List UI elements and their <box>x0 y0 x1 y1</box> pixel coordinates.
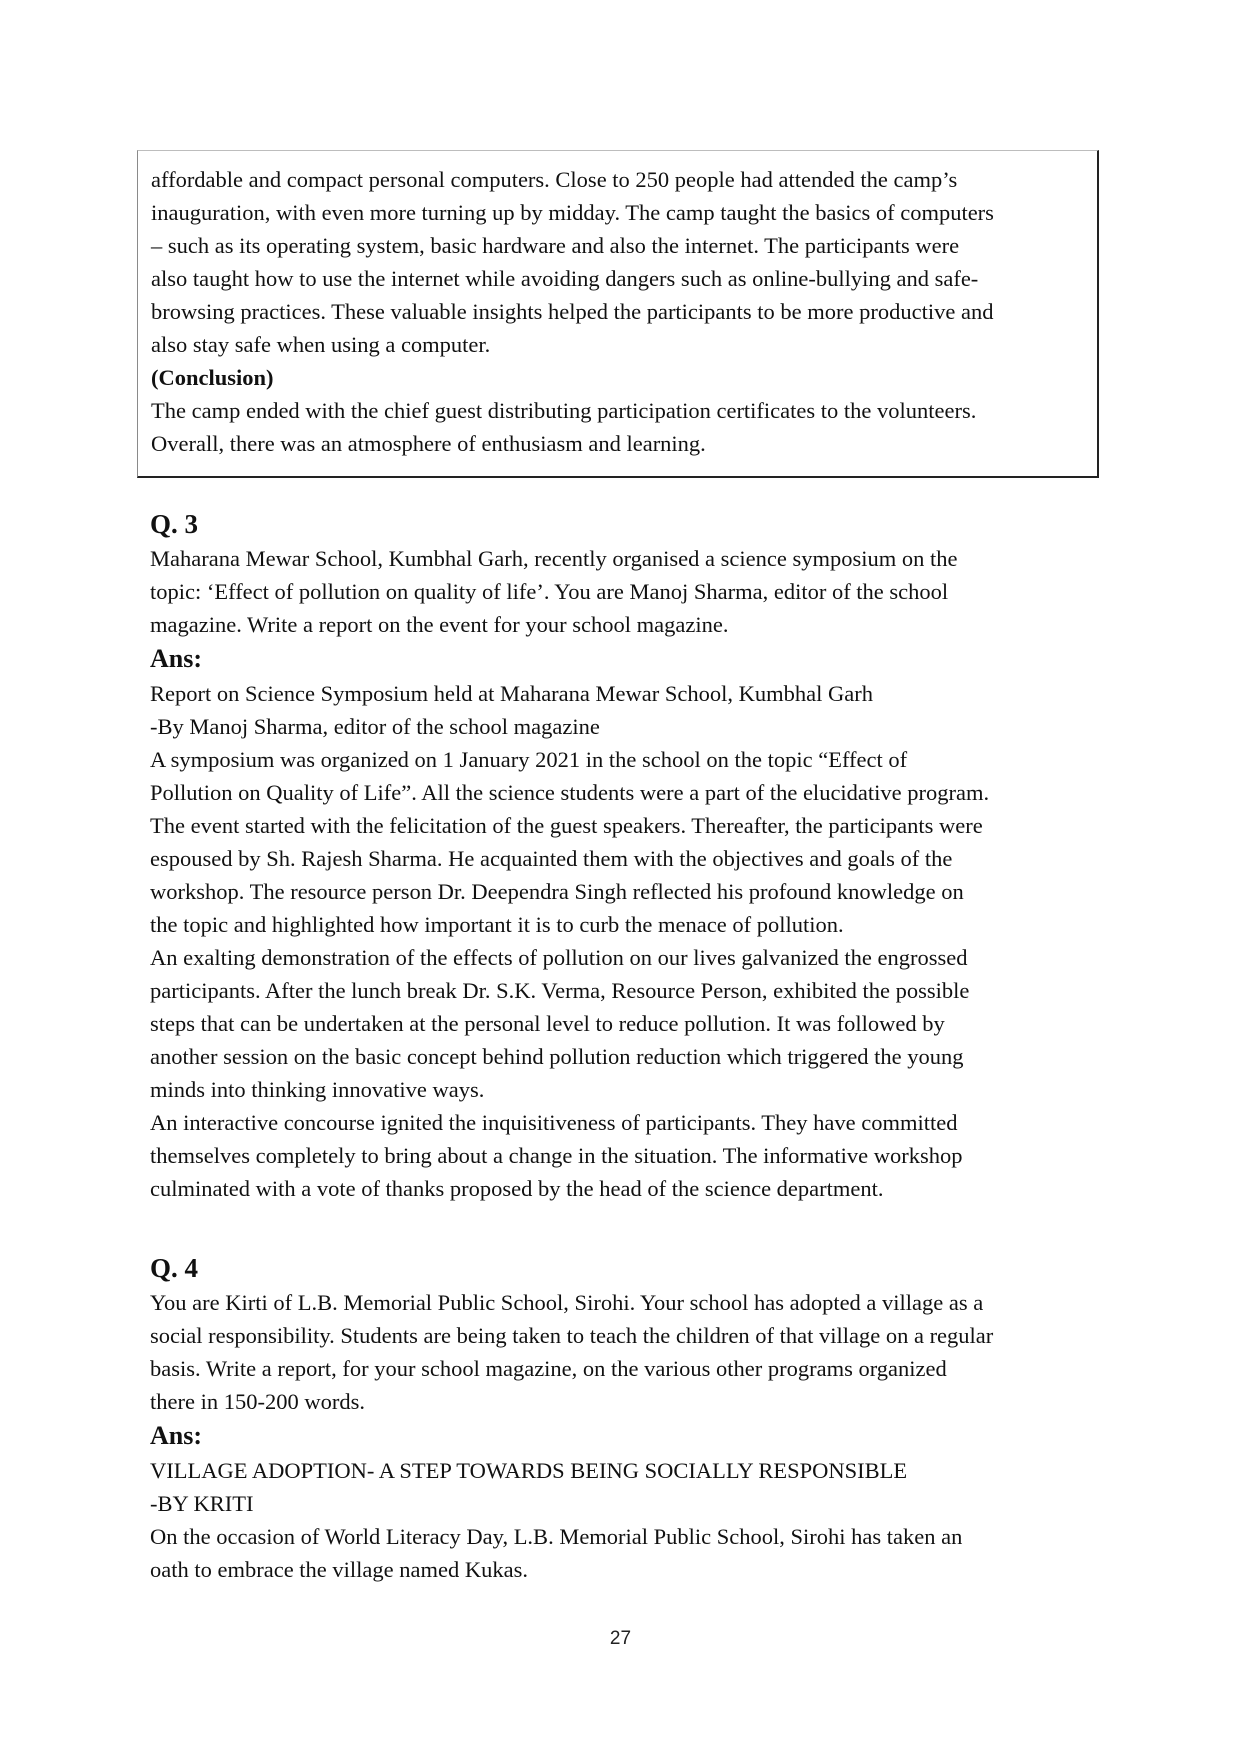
answer-line: steps that can be undertaken at the personal level to reduce pollution. It was followed by <box>150 1011 945 1036</box>
page-number: 27 <box>609 1628 632 1649</box>
box-line: – such as its operating system, basic hardware and also the internet. The participants were <box>151 233 960 258</box>
question-line: magazine. Write a report on the event for your school magazine. <box>150 612 729 637</box>
answer-line: workshop. The resource person Dr. Deependra Singh reflected his profound knowledge on <box>150 879 964 904</box>
answer-line: VILLAGE ADOPTION- A STEP TOWARDS BEING SOCIALLY RESPONSIBLE <box>150 1458 908 1483</box>
answer-4-heading: Ans: <box>150 1421 203 1450</box>
answer-line: another session on the basic concept behind pollution reduction which triggered the young <box>150 1044 964 1069</box>
question-line: Maharana Mewar School, Kumbhal Garh, recently organised a science symposium on the <box>150 546 958 571</box>
question-3-section <box>150 506 1110 1205</box>
answer-line: themselves completely to bring about a change in the situation. The informative workshop <box>150 1143 963 1168</box>
answer-line: Pollution on Quality of Life”. All the science students were a part of the elucidative program. <box>150 780 990 805</box>
report-box <box>137 150 1099 478</box>
box-line: The camp ended with the chief guest distributing participation certificates to the volunteers. <box>151 398 977 423</box>
box-line: Overall, there was an atmosphere of enthusiasm and learning. <box>151 431 706 456</box>
conclusion-heading: (Conclusion) <box>151 365 274 390</box>
answer-line: participants. After the lunch break Dr. S.K. Verma, Resource Person, exhibited the possible <box>150 978 970 1003</box>
question-4-section <box>150 1250 1110 1586</box>
answer-line: -BY KRITI <box>150 1491 254 1516</box>
answer-line: The event started with the felicitation of the guest speakers. Thereafter, the participants were <box>150 813 983 838</box>
answer-line: the topic and highlighted how important it is to curb the menace of pollution. <box>150 912 844 937</box>
answer-line: Report on Science Symposium held at Maharana Mewar School, Kumbhal Garh <box>150 681 873 706</box>
question-4-heading: Q. 4 <box>150 1253 199 1283</box>
box-line: also taught how to use the internet while avoiding dangers such as online-bullying and safe- <box>151 266 979 291</box>
question-3-heading: Q. 3 <box>150 509 199 539</box>
answer-line: minds into thinking innovative ways. <box>150 1077 485 1102</box>
answer-line: -By Manoj Sharma, editor of the school magazine <box>150 714 600 739</box>
answer-line: A symposium was organized on 1 January 2021 in the school on the topic “Effect of <box>150 747 908 772</box>
question-line: basis. Write a report, for your school magazine, on the various other programs organized <box>150 1356 947 1381</box>
answer-line: On the occasion of World Literacy Day, L.B. Memorial Public School, Sirohi has taken an <box>150 1524 963 1549</box>
answer-line: espoused by Sh. Rajesh Sharma. He acquainted them with the objectives and goals of the <box>150 846 953 871</box>
question-line: topic: ‘Effect of pollution on quality of life’. You are Manoj Sharma, editor of the school <box>150 579 949 604</box>
box-line: browsing practices. These valuable insights helped the participants to be more productive and <box>151 299 994 324</box>
answer-line: An exalting demonstration of the effects of pollution on our lives galvanized the engrossed <box>150 945 968 970</box>
box-line: also stay safe when using a computer. <box>151 332 491 357</box>
box-line: affordable and compact personal computers. Close to 250 people had attended the camp’s <box>151 167 958 192</box>
question-line: You are Kirti of L.B. Memorial Public School, Sirohi. Your school has adopted a village as a <box>150 1290 984 1315</box>
answer-line: An interactive concourse ignited the inquisitiveness of participants. They have committed <box>150 1110 958 1135</box>
answer-3-heading: Ans: <box>150 644 203 673</box>
box-line: inauguration, with even more turning up by midday. The camp taught the basics of computers <box>151 200 994 225</box>
answer-line: culminated with a vote of thanks proposed by the head of the science department. <box>150 1176 884 1201</box>
question-line: there in 150-200 words. <box>150 1389 365 1414</box>
answer-line: oath to embrace the village named Kukas. <box>150 1557 528 1582</box>
question-line: social responsibility. Students are being taken to teach the children of that village on a regular <box>150 1323 994 1348</box>
